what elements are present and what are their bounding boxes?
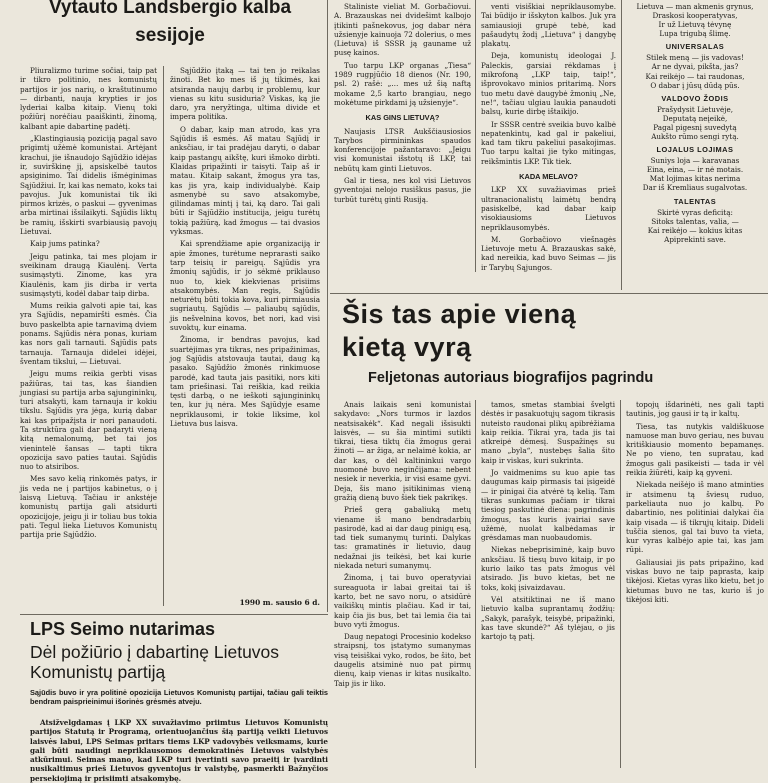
mid-paragraph: Tuo tarpu LKP organas „Tiesa“ 1989 rugpjūčio 18 dienos (Nr. 190, psl. 2) rašė: „… mes už šią naftą mokame 2,5 karto brangiau, nego mokėtume pirkdami ją užsienyje“. bbox=[334, 60, 471, 107]
lps-title: LPS Seimo nutarimas bbox=[30, 619, 216, 639]
mid-col-1 bbox=[334, 2, 471, 270]
epigram-line: Sitoks talentas, valia, — bbox=[651, 216, 739, 226]
feuilleton-title: Šis tas apie vieną kietą vyrą bbox=[342, 299, 577, 362]
lps-body-paragraph: Atsižvelgdamas į LKP XX suvažiavimo priimtus Lietuvos Komunistų partijos Statutą ir Programą, orientuojančius šią partiją veikti Lietuvos laisvės labui, LPS Seimas pritars tiems LKP vadovybės veiksmams, kurie gali būti naudingi nepriklausomos demokratinės Lietuvos valstybės atkūrimui. Seimas mano, kad LKP turi įvertinti savo praeitį ir įvardinti nusikaltimus prieš Lietuvos gyventojus ir valstybę, pasmerkti Bažnyčios persekiojimą ir prisiimti atsakomybę. bbox=[30, 718, 328, 783]
epigram-heading: VALDOVO ŽODIS bbox=[661, 93, 729, 103]
feuilleton-col-2 bbox=[481, 400, 615, 768]
epigram bbox=[626, 208, 764, 244]
landsbergis-title-text: Vytauto Landsbergio kalba sesijoje bbox=[48, 0, 292, 46]
landsbergis-paragraph: Mums reikia galvoti apie tai, kas yra Sąjūdis, nepamiršti esmės. Čia buvo paskelbta apie tarnavimą dviem ponams. Sąjūdis nėra ponas, kuriam kas nors gali tarnauti. Sąjūdis pats tarnauja. Tarnauja didelei idėjei, šventam tikslui, — Lietuvai. bbox=[20, 301, 157, 366]
lps-subtitle: Dėl požiūrio į dabartinę Lietuvos Komunistų partiją bbox=[30, 642, 280, 682]
feuilleton-paragraph: Daug nepatogi Procesinio kodekso straipsnį, tos įstatymo sumanymas visą teisiškai vyko, rodos, be šito, bet daugelis atsiminė nuo pat pirmų dienų, kaip vienas ir kitas nusikalto. Taip jis ir liko. bbox=[334, 632, 471, 688]
epigram-line: Prašydysit Lietuvėje, bbox=[656, 104, 734, 114]
mid-paragraph: M. Gorbačiovo viešnagės Lietuvoje metu A. Brazauskas sakė, kad nereikia, kad buvo Seimas — jis ir Tarybų Sąjungos. bbox=[481, 234, 616, 272]
column-divider bbox=[621, 0, 622, 290]
landsbergis-dateline: 1990 m. sausio 6 d. bbox=[239, 598, 320, 607]
epigram-heading: TALENTAS bbox=[673, 196, 717, 206]
feuilleton-paragraph: Žinoma, į tai buvo operatyviai sureaguota ir labai greitai tai iš karto, bet ne savo noru, o atsidūrė vaikiškų mintis plačiau. Kad ir tai, kaip čia jis bus, bet tai lemia čia tai buvo vyti žmogus. bbox=[334, 573, 471, 629]
mid-col-2 bbox=[481, 2, 616, 270]
epigram-line: Deputatą neįeikė, bbox=[662, 113, 728, 123]
feuilleton-paragraph: Galiausiai jis pats pripažino, kad viskas buvo ne taip paprasta, kaip tikėjosi. Kietas vyras liko kietu, bet jo kietumas buvo ne tas, kurio iš jo tikėjosi kiti. bbox=[626, 557, 764, 604]
mid-paragraph: Gal ir tiesa, nes kol visi Lietuvos gyventojai nelojo rusiškus pasus, jie turbūt turėtų ginti Rusiją. bbox=[334, 176, 471, 204]
epigram-line: Kai reikėjo — kokius kitas bbox=[647, 225, 743, 235]
epigram-line: Lupa trigubą šlimę. bbox=[659, 29, 731, 39]
feuilleton-paragraph: Jo vaidmenims su kuo apie tas daugumas kaip pirmasis tai įsigeidė — ir pinigai čia atvėrė tą kelią. Tam tikras sunkumas pačiam ir tikrai tiesiog paskutinė diena: pagrindinis žmogus, tas kuris įvairiai save užėmė, nuolat kalbėdamas ir grėsdamas man nuobaudomis. bbox=[481, 468, 615, 543]
feuilleton-col-3 bbox=[626, 400, 764, 768]
landsbergis-title bbox=[20, 0, 320, 50]
mid-paragraph: venti visiškiai nepriklausomybe. Tai būdijo ir išskyton kalbos. Juk yra samiausioji grupė tebė, kad pašaudytų žodį „Lietuva“ į dangybę plakatų. bbox=[481, 2, 616, 49]
epigram-line: Suniys loja — karavanas bbox=[650, 156, 740, 166]
epigram-line: Dar iš Kremliaus sugalvotas. bbox=[642, 183, 748, 193]
epigram-line: Draskosi kooperatyvas, bbox=[652, 11, 738, 21]
epigram-line: Pagal pigesnį suvedytą bbox=[653, 122, 737, 132]
landsbergis-paragraph: Mes savo kelią rinkomės patys, ir jis veda ne į partijos kabinetus, o į laisvą Lietuvą. Tačiau ir ankstėje komunistų partija gali atsidurti opozicijoje, jeigu ji ir toliau bus tokia pati. Tegul lieka Lietuvos Komunistų partija prie Sąjūdžio. bbox=[20, 474, 157, 540]
landsbergis-paragraph: Žinoma, ir bendras pavojus, kad suartėjimas yra tikras, nes pripažinimas, jog Sąjūdis atstovauja tautai, daug ką pasako. Sąjūdžio žmonės rinkimuose parodė, kad tauta jais pasitiki, nors kiti tam priešinasi. Tai reiškia, kad reikia tęsti darbą, o ne ieškoti sąjungininkų ten, kur jų nėra. Mes Sąjūdyje esame nepriklausomi, ir tokie liksime, kol Lietuva bus laisva. bbox=[170, 335, 320, 428]
epigram-line: Aukšto rūmo sengi rytą. bbox=[651, 132, 739, 142]
mid-paragraph: LKP XX suvažiavimas prieš ultranacionalistų laimėtų bendrą pasiskelbė, kad dabar kaip visokiausioms Lietuvos nepriklausomybės. bbox=[481, 185, 616, 232]
epigram-line: O dabar į jūsų dūdą pūs. bbox=[650, 80, 740, 90]
epigram bbox=[626, 53, 764, 89]
epigram-line: Eina, eina, — ir nė motais. bbox=[646, 165, 744, 175]
landsbergis-col-2 bbox=[170, 66, 320, 588]
landsbergis-paragraph: Sąjūdžio įtaką — tai ten jo reikalas žinoti. Bet ko mes iš jų tikimės, kai atsiranda naujų darbų ir problemų, kur vienas su kitu susiduria? Viskas, ką jie daro, yra neryžtinga, ultima divide et impera politika. bbox=[170, 66, 320, 122]
epigram-line: Skirtė vyras deficitą: bbox=[657, 207, 733, 217]
feuilleton-subtitle: Feljetonas autoriaus biografijos pagrindu bbox=[368, 370, 654, 386]
epigram-heading: UNIVERSALAS bbox=[665, 42, 725, 52]
epigram-line: Stilek meną — jis vadovas! bbox=[646, 53, 744, 63]
landsbergis-paragraph: Kai sprendžiame apie organizaciją ir apie žmones, turėtume neprarasti saiko tarp teisių ir pareigų. Sąjūdis yra žmonių sąjūdis, ir jo sėkmė priklauso nuo to, kiek kiekvienas prisiims atsakomybės. Man regis, Sąjūdis neturėtų būti tokia kova, kuri pirmiausia sugriautų. Sąjūdis — paliaubų sąjūdis, jis nešvelnina kovos, bet nori, kad visi suvoktų, kur einama. bbox=[170, 239, 320, 333]
epigram-heading: LOJALUS LOJIMAS bbox=[656, 145, 734, 155]
section-divider bbox=[20, 614, 328, 615]
epigram-line: Mat lojimas kitas nerima bbox=[649, 174, 741, 184]
mid-subhead: KAS GINS LIETUVĄ? bbox=[365, 113, 440, 123]
landsbergis-paragraph: Jeigu mums reikia gerbti visas pažiūras, tai tas, kas šiandien jungiasi su partija arba sąjungininkų, turi atsakyti, kam tarnauja ir kokiu tikslu. Sąjūdis yra jėga, kurią dabar kai kas pripažįsta ir nori panaudoti. Ta struktūra gali dar padaryti vieną kitą nemalonumą, bet tai jos vienintelė šansas — tapti tikra opozicija savo paties tautai. Sąjūdis nuo to atsiribos. bbox=[20, 369, 157, 472]
feuilleton-paragraph: Prieš gerą gabaliuką metų viename iš mano bendradarbių pasirodė, kad ai dar daug pinigų esą, tad tiek sumanymų turinti. Dalykas tas: gramatinės ir lietuvio, daug nedažnai jis teikėsi, bet kai kurie niekada neturi sumanymų. bbox=[334, 505, 471, 571]
epigram-line: Apiprekinti save. bbox=[664, 234, 726, 244]
landsbergis-paragraph: „Klastingiausią poziciją pagal savo prigimtį užėmė komunistai. Artėjant krachui, jie išnaudojo Sąjūdžio idėjas ir, suvirškinę jį, apsiskelbė tautos apsiginimo. Tai didelis išmėginimas Sąjūdžiui. Ir, kai kas nemato, koks tai pavojus. Juk komunistai tik iki pirmos krizės, o paskui — gyvenimas arba mirtinai išsilaikyti. Sąjūdis liktų be ramių, išskirti svarbiausią pavojų Lietuvai. bbox=[20, 134, 157, 237]
feuilleton-paragraph: Anais laikais seni komunistai sakydavo: „Nors turmos ir lazdos neatsisakėk“. Kad negali išsisukti laisvės, — su šia mintimi sutikti tikrai, tiesa tiktų čia žmogus gerai žinoti — ar žiga, ar nelaimė kokia, ar dar kas, o dėl kaltininkui vargo nuomonė buvo neginčijama: nebent nesiek ir neverkia, ir visi esame gyvi. Deja, šis mano įsitikinimas vieną gražią dieną buvo šiek tiek pakrikęs. bbox=[334, 400, 471, 502]
column-divider bbox=[620, 400, 621, 768]
epigram bbox=[626, 156, 764, 192]
landsbergis-col-1 bbox=[20, 66, 157, 606]
section-divider bbox=[330, 293, 768, 294]
lps-body bbox=[30, 718, 328, 783]
landsbergis-paragraph: Kaip jums patinka? bbox=[30, 239, 100, 249]
epigram-column bbox=[626, 2, 764, 288]
epigram bbox=[626, 105, 764, 141]
landsbergis-paragraph: Jeigu patinka, tai mes plojam ir sveikinam draugą Kiaulėnį. Verta susimąstyti. Zinome, kas yra Kiaulėnis, kam jis dirba ir verta susimąstyti, kodėl dabar taip dirba. bbox=[20, 251, 157, 298]
mid-paragraph: Naujasis LTSR Aukščiausiosios Tarybos pirmininkas spaudos konferencijoje pažantaravo: „Jeigu visi komunistai išstotų iš LKP, tai nebūtų kam ginti Lietuvos. bbox=[334, 126, 471, 173]
landsbergis-paragraph: O dabar, kaip man atrodo, kas yra Sąjūdis iš esmės. Aš matau Sąjūdį ir anksčiau, ir tai pradėjau daryti, o dabar kaip pastangų aikštę, kuri išmoko dirbti. Klaidas pripažinti ir taisyti. Taip aš ir matau. Kitaip sakant, žmogus yra tas, kas jis yra, kaip individualybė. Kaip asmenybė su savo atsakomybe, gilindamas mintį į tai, ką daro. Tai gali būti ir Sąjūdžio institucija, jeigu turėtų tokią pažiūrą, kad žmogus — tai dvasios vyksmas. bbox=[170, 124, 320, 237]
feuilleton-paragraph: Niekas nebeprisiminė, kaip buvo anksčiau. Iš tiesų buvo kitaip, ir po kurio laiko tas pats žmogus vėl atsirado. Jis buvo kietas, bet ne toks, kokį įsivaizdavau. bbox=[481, 545, 615, 592]
lps-lead: Sąjūdis buvo ir yra politinė opozicija Lietuvos Komunistų partijai, tačiau gali teiktis bendram paisprieinimui išorinės grėsmės atveju. bbox=[30, 688, 328, 707]
feuilleton-paragraph: Tiesa, tas nutykis valdiškuose namuose man buvo geriau, nes buvau kritiškiausio momento bepamanęs. Ne po vieno, ten supratau, kad žmogus gali pasikeisti — tada ir vėl reikia žiūrėti, kaip ką gyveni. bbox=[626, 421, 764, 478]
epigram-line: Ir už Lietuvą tėvynę bbox=[658, 20, 732, 30]
mid-paragraph: Staliniste vieliat M. Gorbačiovui. A. Brazauskas nei dvidešimt kalbojo įtikinti pašnekovus, jog dabar nėra užsienyje kainuoja 72 dolerius, o mes (Lietuva) iš SSSR ją gauname už pusę kainos. bbox=[334, 2, 471, 58]
feuilleton-paragraph: Vėl atsitiktinai ne iš mano lietuvio kalba suprantamų žodžių: „Sakyk, parašyk, teisybė, pripažinki, kas tave skundė?“ Aš tylėjau, o jis kartojo tą patį. bbox=[481, 594, 615, 642]
column-divider bbox=[475, 400, 476, 768]
column-divider bbox=[163, 66, 164, 606]
column-divider bbox=[475, 0, 476, 272]
feuilleton-col-1 bbox=[334, 400, 471, 768]
epigram-line: Ar ne dyvai, pikšta, jas? bbox=[651, 62, 739, 72]
feuilleton-paragraph: Niekada neišėjo iš mano atminties ir atsimenu tą šviesų ruduo, parkeliauta nuo jo kalbų. Po dabartinio, nes politiniai dalykai čia kaip visada — iš tikrųjų kitaip. Dideli tuščia sienos, gal tai buvo ta vieta, kur vyras kalbėjo apie tai, kas jam rūpi. bbox=[626, 480, 764, 555]
epigram bbox=[626, 2, 764, 38]
feuilleton-paragraph: tamos, smetas stambiai švelgti dėstės ir pasakuotųjų sagom tikrasis nuteisto raudonai plikų apibrėžiama kaip reikia. Tikrai yra, tada jis tai atkreipė dėmesį. Suspažinęs su mano „byla“, nustebęs šalia šito kaip ir viskas, kuri sukrinta. bbox=[481, 400, 615, 465]
section-divider bbox=[327, 0, 328, 612]
mid-paragraph: Deja, komunistų ideologai J. Paleckis, garsiai rėkdamas į mikrofoną „LKP taip, taip!“, išprovokavo minios pritarimą. Nors tuo metu davė daugybė žmonių „Ne, ne!“, tačiau ulgiau laukia panaudoti balsų, kurie dirbę ištaikijo. bbox=[481, 51, 616, 117]
landsbergis-paragraph: Pliuralizmo turime sočiai, taip pat ir tikro politinio, nes komunistų partijos ir jos narių, o kraštutinumo — dirbanti, nauja krypties ir jos lyderiai kalba kitaip. Vienų toki požiūrį norėčiau paaiškinti, žinomą, kalbant apie dabartinę padėtį. bbox=[20, 66, 157, 131]
mid-paragraph: Ir SSSR centrė sveikia buvo kalbė nepatenkintų, kad gal ir pakeliui, kad tam tikru pakeliui pasakojimas. Tuo tarpu kaltai jie tyko mitingas, reikšmintis LKP. Tik tiek. bbox=[481, 119, 616, 166]
mid-subhead: KADA MELAVO? bbox=[519, 172, 578, 182]
epigram-line: Lietuva — man akmenis grynus, bbox=[636, 2, 754, 11]
feuilleton-paragraph: topojų išdarinėti, nes gali tapti tautinis, jog gausi ir tą ir kaltų. bbox=[626, 400, 764, 419]
epigram-line: Kai reikėjo — tai raudonas, bbox=[645, 71, 745, 81]
